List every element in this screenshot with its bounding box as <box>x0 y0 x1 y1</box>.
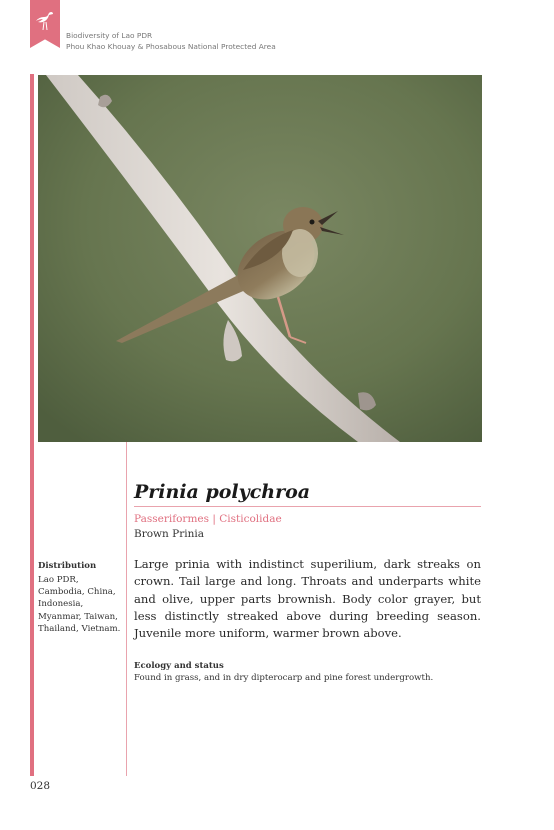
distribution-heading: Distribution <box>38 561 97 571</box>
logo-badge <box>30 0 60 48</box>
header-publication: Biodiversity of Lao PDR <box>66 31 153 40</box>
species-photo <box>38 75 482 442</box>
common-name: Brown Prinia <box>134 528 204 540</box>
taxonomy-label: Passeriformes | Cisticolidae <box>134 513 282 525</box>
distribution-text: Lao PDR, Cambodia, China, Indonesia, Myanmar, Taiwan, Thailand, Vietnam. <box>38 575 121 634</box>
column-divider <box>126 442 127 776</box>
species-description: Large prinia with indistinct superilium, dark streaks on crown. Tail large and long. Throats and underparts white and olive, upper parts brownish. Body color grayer, but less distinctly streaked above during breeding season. Juvenile more uniform, warmer brown above. <box>134 557 481 641</box>
crane-bird-icon <box>34 10 56 32</box>
title-rule <box>134 506 481 507</box>
ecology-heading: Ecology and status <box>134 661 224 671</box>
header-area: Phou Khao Khouay & Phosabous National Protected Area <box>66 42 276 51</box>
page-number: 028 <box>30 780 51 792</box>
scientific-name: Prinia polychroa <box>134 481 311 503</box>
ecology-text: Found in grass, and in dry dipterocarp and pine forest undergrowth. <box>134 673 434 683</box>
left-accent-bar <box>30 74 34 776</box>
